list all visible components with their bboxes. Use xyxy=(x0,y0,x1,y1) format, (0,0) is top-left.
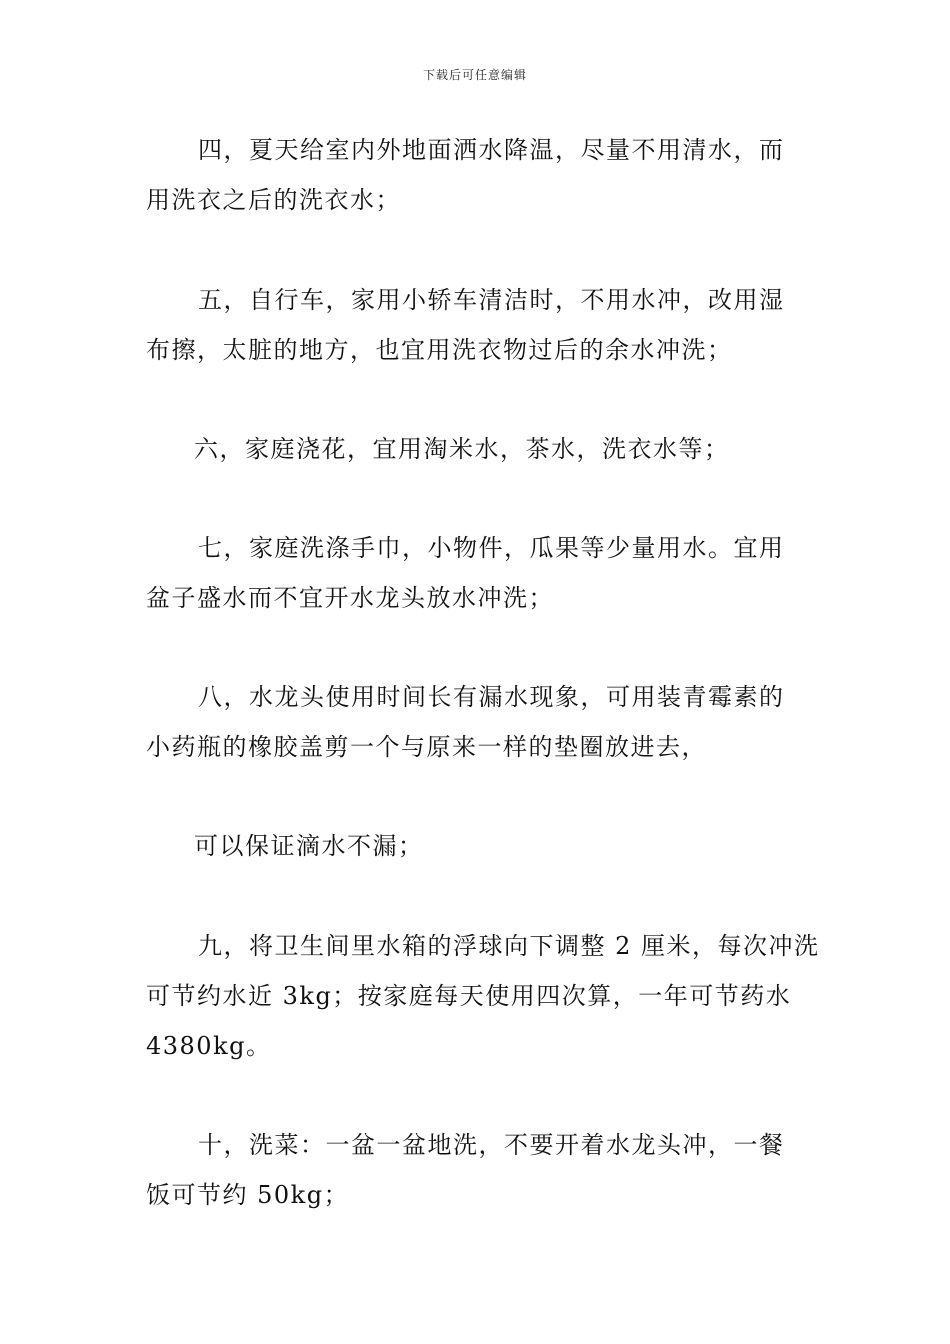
paragraph-line: 小药瓶的橡胶盖剪一个与原来一样的垫圈放进去， xyxy=(146,733,707,761)
paragraph-line: 用洗衣之后的洗衣水； xyxy=(146,186,401,214)
paragraph-6 xyxy=(146,424,808,474)
paragraph-line: 六，家庭浇花，宜用淘米水，茶水，洗衣水等； xyxy=(194,435,730,463)
paragraph-line: 可节约水近 3kg；按家庭每天使用四次算，一年可节药水 xyxy=(146,982,792,1010)
paragraph-8-continued xyxy=(146,821,808,871)
paragraph-line: 八，水龙头使用时间长有漏水现象，可用装青霉素的 xyxy=(198,683,785,711)
paragraph-line: 饭可节约 50kg； xyxy=(146,1181,350,1209)
paragraph-line: 五，自行车，家用小轿车清洁时，不用水冲，改用湿 xyxy=(198,286,785,314)
paragraph-line: 十，洗菜：一盆一盆地洗，不要开着水龙头冲，一餐 xyxy=(198,1131,785,1159)
paragraph-line: 可以保证滴水不漏； xyxy=(194,832,424,860)
paragraph-line: 盆子盛水而不宜开水龙头放水冲洗； xyxy=(146,584,554,612)
page-header: 下载后可任意编辑 xyxy=(422,68,527,82)
paragraph-line: 七，家庭洗涤手巾，小物件，瓜果等少量用水。宜用 xyxy=(198,534,785,562)
paragraph-line: 九，将卫生间里水箱的浮球向下调整 2 厘米，每次冲洗 xyxy=(198,932,820,960)
paragraph-8 xyxy=(146,672,808,772)
paragraph-5 xyxy=(146,275,808,375)
paragraph-4 xyxy=(146,125,808,225)
paragraph-line: 布擦，太脏的地方，也宜用洗衣物过后的余水冲洗； xyxy=(146,336,733,364)
paragraph-line: 4380kg。 xyxy=(146,1032,272,1060)
paragraph-10 xyxy=(146,1120,808,1220)
paragraph-line: 四，夏天给室内外地面洒水降温，尽量不用清水，而 xyxy=(198,136,785,164)
paragraph-7 xyxy=(146,523,808,623)
paragraph-9 xyxy=(146,921,820,1071)
